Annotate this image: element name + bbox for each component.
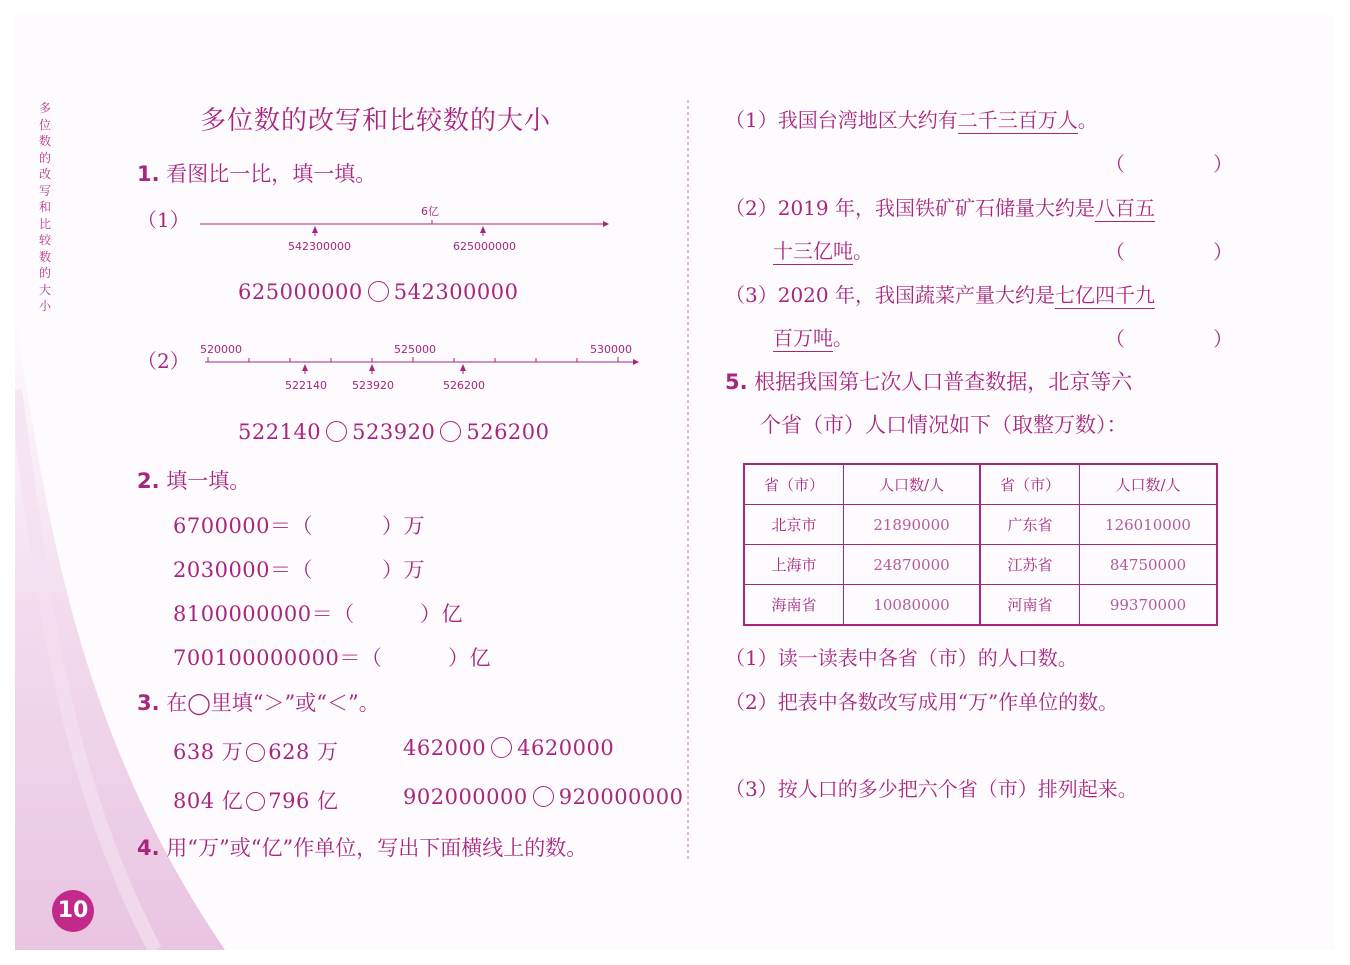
q2-row [173, 554, 313, 584]
item-text: 我国台湾地区大约有 [777, 108, 958, 132]
page-number-badge: 10 [52, 890, 94, 932]
q5-sub-1 [725, 642, 1078, 671]
compare-left: 625000000 [238, 280, 363, 304]
compare-b: 920000000 [558, 785, 684, 809]
table-cell: 海南省 [744, 585, 844, 626]
underlined-number: 十三亿吨 [773, 239, 853, 263]
column-header: 省（市） [744, 464, 844, 505]
q3-item [173, 785, 339, 815]
item-label: （3） [725, 283, 778, 307]
question-text: 用“万”或“亿”作单位，写出下面横线上的数。 [166, 836, 588, 860]
compare-b: 796 亿 [268, 789, 339, 813]
column-header: 人口数/人 [844, 464, 981, 505]
number-line-1 [195, 200, 615, 260]
table-row [744, 545, 1217, 585]
question-text: 在◯里填“＞”或“＜”。 [166, 691, 380, 715]
tick-label-6yi: 6亿 [421, 205, 439, 218]
q1-part2-label: （2） [137, 349, 190, 373]
q2-lhs: 8100000000＝（ [173, 602, 355, 626]
question-number: 5. [725, 370, 748, 394]
q5-sub-3 [725, 773, 1138, 802]
answer-circle[interactable] [246, 743, 265, 762]
q2-lhs: 2030000＝（ [173, 558, 314, 582]
table-cell: 21890000 [844, 505, 981, 545]
table-cell: 河南省 [980, 585, 1080, 626]
compare-a: 902000000 [403, 785, 528, 809]
q2-answer-blank[interactable]: ）万 [382, 558, 425, 582]
marker-label-523920: 523920 [352, 379, 394, 392]
underlined-number: 八百五 [1095, 196, 1155, 220]
item-label: （1） [725, 646, 778, 670]
compare-b: 628 万 [268, 740, 339, 764]
item-label: （3） [725, 777, 778, 801]
table-cell: 上海市 [744, 545, 844, 585]
question-text: 看图比一比，填一填。 [166, 162, 377, 186]
item-text: 按人口的多少把六个省（市）排列起来。 [777, 777, 1138, 801]
item-text: 2019 年，我国铁矿矿石储量大约是 [777, 196, 1095, 220]
table-cell: 84750000 [1080, 545, 1218, 585]
compare-a: 522140 [238, 420, 322, 444]
compare-right: 542300000 [393, 280, 519, 304]
table-cell: 10080000 [844, 585, 981, 626]
q2-answer-blank[interactable]: ）亿 [448, 646, 491, 670]
compare-a: 638 万 [173, 740, 244, 764]
compare-b: 4620000 [517, 736, 615, 760]
population-table [743, 463, 1218, 626]
answer-circle[interactable] [368, 281, 389, 302]
q1-compare-1 [238, 280, 519, 304]
question-number: 2. [137, 469, 160, 493]
table-cell: 北京市 [744, 505, 844, 545]
column-header: 人口数/人 [1080, 464, 1218, 505]
tick-label-525000: 525000 [394, 343, 436, 356]
q1-compare-2 [238, 420, 550, 444]
item-label: （2） [725, 690, 778, 714]
question-4 [137, 832, 587, 862]
question-text: 根据我国第七次人口普查数据，北京等六 [754, 370, 1133, 394]
q4-item-1 [725, 104, 1098, 133]
answer-bracket-close[interactable]: ） [1213, 327, 1233, 351]
table-header-row [744, 464, 1217, 505]
number-line-2 [195, 340, 645, 402]
item-label: （1） [725, 108, 778, 132]
question-1 [137, 158, 376, 188]
table-row [744, 585, 1217, 626]
q2-lhs: 6700000＝（ [173, 514, 314, 538]
marker-label-542300000: 542300000 [288, 240, 351, 253]
q2-row [173, 642, 382, 672]
underlined-number: 七亿四千九 [1055, 283, 1155, 307]
answer-circle[interactable] [326, 421, 347, 442]
q2-lhs: 700100000000＝（ [173, 646, 383, 670]
center-divider [686, 100, 690, 860]
q2-answer-blank[interactable]: ）万 [382, 514, 425, 538]
answer-circle[interactable] [491, 737, 512, 758]
answer-bracket-close[interactable]: ） [1213, 152, 1233, 176]
table-cell: 江苏省 [980, 545, 1080, 585]
q2-row [173, 598, 355, 628]
compare-a: 462000 [403, 736, 487, 760]
q4-item-2-cont [773, 235, 873, 264]
question-number: 3. [137, 691, 160, 715]
item-punct: 。 [833, 326, 853, 350]
answer-bracket-open[interactable]: （ [1105, 240, 1125, 264]
answer-bracket-close[interactable]: ） [1213, 240, 1233, 264]
q2-row [173, 510, 313, 540]
table-cell: 广东省 [980, 505, 1080, 545]
table-cell: 126010000 [1080, 505, 1218, 545]
table-row [744, 505, 1217, 545]
question-5-cont: 个省（市）人口情况如下（取整万数）： [760, 413, 1128, 437]
underlined-number: 百万吨 [773, 326, 833, 350]
compare-b: 523920 [352, 420, 436, 444]
question-number: 4. [137, 836, 160, 860]
item-text: 2020 年，我国蔬菜产量大约是 [777, 283, 1055, 307]
tick-label-520000: 520000 [200, 343, 242, 356]
item-text: 把表中各数改写成用“万”作单位的数。 [777, 690, 1119, 714]
q1-part1-label: （1） [137, 208, 190, 232]
question-text: 填一填。 [166, 469, 251, 493]
answer-bracket-open[interactable]: （ [1105, 152, 1125, 176]
q4-item-3-cont [773, 322, 853, 351]
marker-label-522140: 522140 [285, 379, 327, 392]
q4-item-2 [725, 192, 1155, 221]
answer-circle[interactable] [246, 792, 265, 811]
question-2 [137, 465, 250, 495]
q3-item [173, 736, 339, 766]
side-title: 多位数的改写和比较数的大小 [38, 101, 51, 313]
marker-label-526200: 526200 [443, 379, 485, 392]
answer-circle[interactable] [533, 786, 554, 807]
answer-circle[interactable] [440, 421, 461, 442]
q5-sub-2 [725, 686, 1118, 715]
item-text: 读一读表中各省（市）的人口数。 [777, 646, 1078, 670]
underlined-number: 二千三百万人 [957, 108, 1078, 132]
compare-a: 804 亿 [173, 789, 244, 813]
table-cell: 24870000 [844, 545, 981, 585]
q3-item [403, 736, 614, 760]
column-header: 省（市） [980, 464, 1080, 505]
q2-answer-blank[interactable]: ）亿 [420, 602, 463, 626]
table-cell: 99370000 [1080, 585, 1218, 626]
item-punct: 。 [853, 239, 873, 263]
question-number: 1. [137, 162, 160, 186]
tick-label-530000: 530000 [590, 343, 632, 356]
q4-item-3 [725, 279, 1155, 308]
page-title: 多位数的改写和比较数的大小 [200, 106, 552, 136]
marker-label-625000000: 625000000 [453, 240, 516, 253]
item-label: （2） [725, 196, 778, 220]
question-5 [725, 366, 1132, 396]
answer-bracket-open[interactable]: （ [1105, 327, 1125, 351]
compare-c: 526200 [466, 420, 550, 444]
item-punct: 。 [1077, 108, 1098, 132]
q3-item [403, 785, 684, 809]
question-3 [137, 687, 380, 717]
